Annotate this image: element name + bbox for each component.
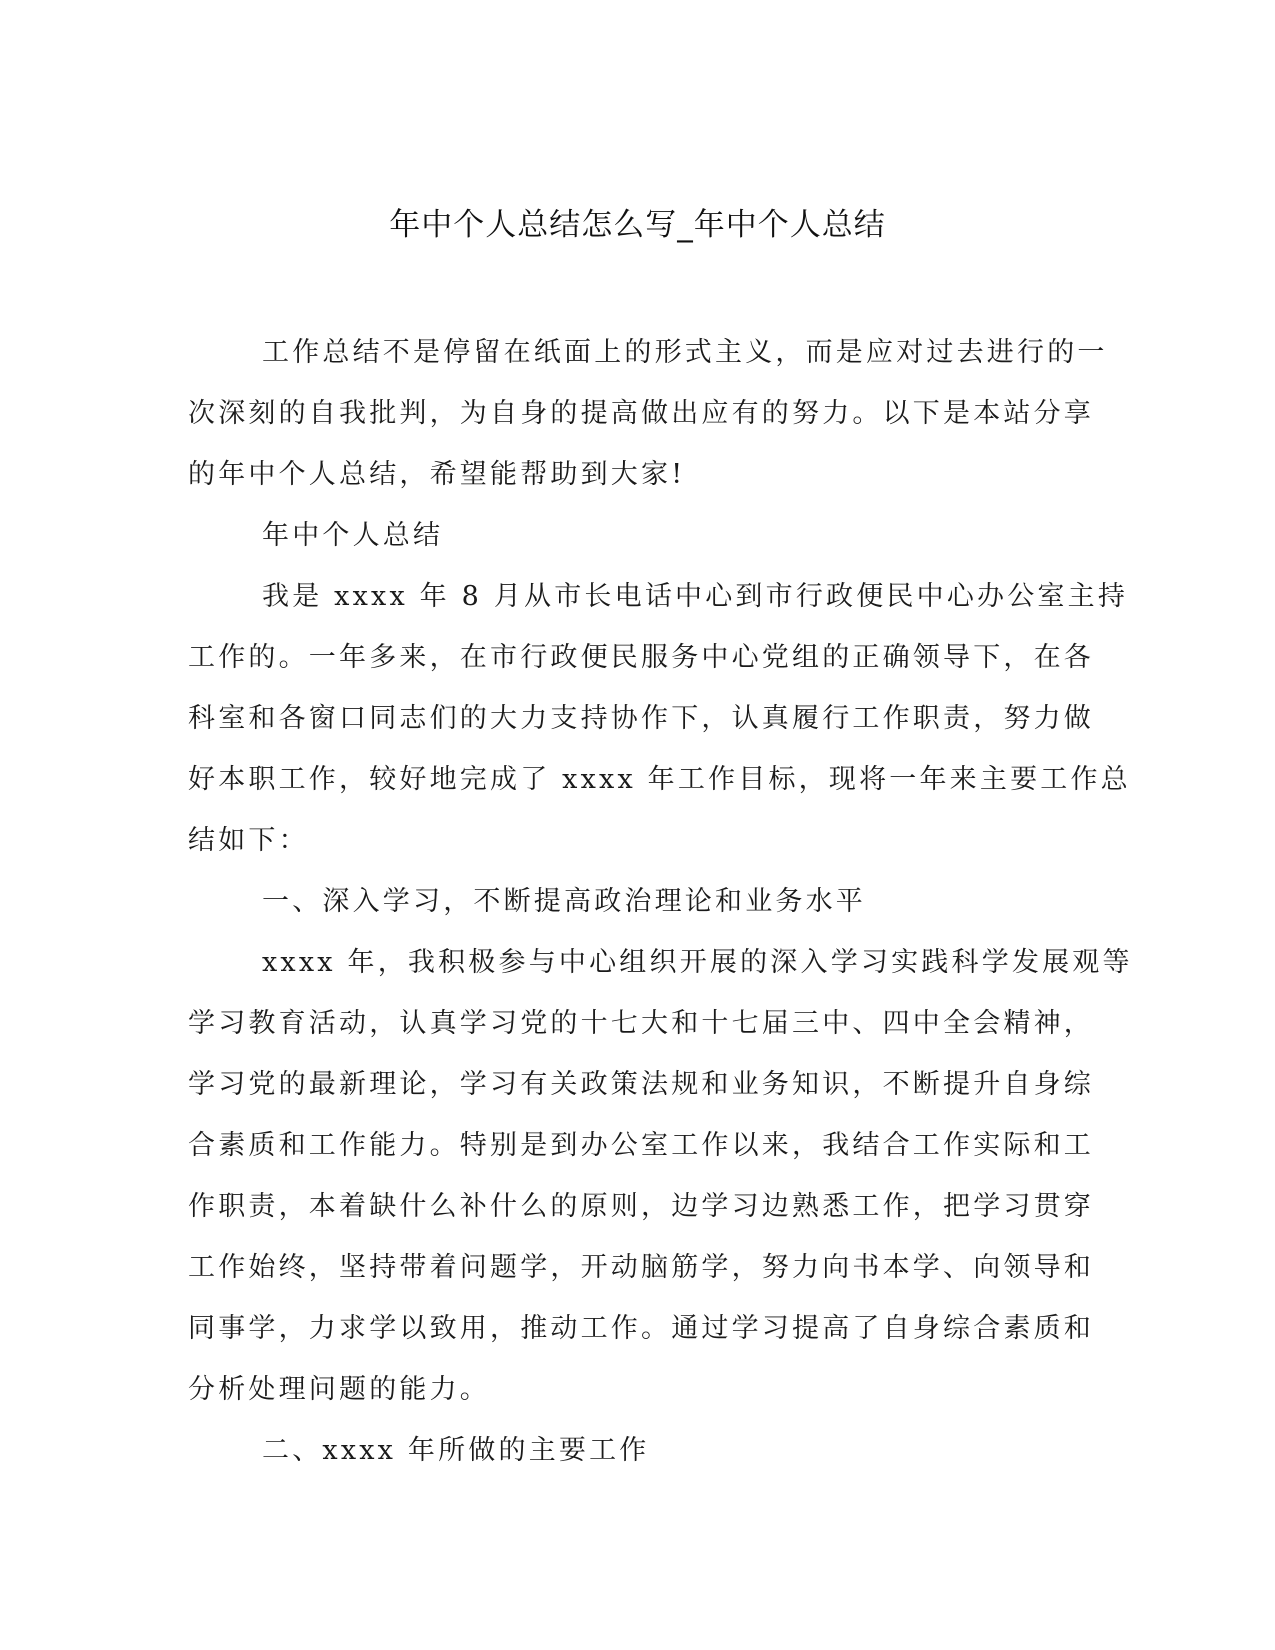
section-heading-2 <box>188 1420 1074 1481</box>
text-line: 分析处理问题的能力。 <box>188 1374 490 1405</box>
text-line: 二、xxxx 年所做的主要工作 <box>262 1435 650 1466</box>
text-line: 科室和各窗口同志们的大力支持协作下，认真履行工作职责，努力做 <box>188 703 1094 734</box>
text-line: 我是 xxxx 年 8 月从市长电话中心到市行政便民中心办公室主持 <box>262 581 1129 612</box>
text-line: 一、深入学习，不断提高政治理论和业务水平 <box>262 886 866 917</box>
section-heading <box>188 505 1074 566</box>
text-line: 工作总结不是停留在纸面上的形式主义，而是应对过去进行的一 <box>262 337 1108 368</box>
text-line: 次深刻的自我批判，为自身的提高做出应有的努力。以下是本站分享 <box>188 398 1094 429</box>
text-line: 同事学，力求学以致用，推动工作。通过学习提高了自身综合素质和 <box>188 1313 1094 1344</box>
text-line: 年中个人总结 <box>262 520 444 551</box>
text-line: 结如下： <box>188 825 309 856</box>
text-line: xxxx 年，我积极参与中心组织开展的深入学习实践科学发展观等 <box>262 947 1133 978</box>
text-line: 工作始终，坚持带着问题学，开动脑筋学，努力向书本学、向领导和 <box>188 1252 1094 1283</box>
paragraph-background <box>188 566 1131 871</box>
document-title: 年中个人总结怎么写_年中个人总结 <box>389 207 886 243</box>
text-line: 作职责，本着缺什么补什么的原则，边学习边熟悉工作，把学习贯穿 <box>188 1191 1094 1222</box>
section-heading-1 <box>188 871 1074 932</box>
text-line: 工作的。一年多来，在市行政便民服务中心党组的正确领导下，在各 <box>188 642 1094 673</box>
paragraph-intro <box>188 322 1108 505</box>
text-line: 的年中个人总结，希望能帮助到大家! <box>188 459 686 490</box>
document-body <box>188 322 1133 1481</box>
text-line: 合素质和工作能力。特别是到办公室工作以来，我结合工作实际和工 <box>188 1130 1094 1161</box>
text-line: 好本职工作，较好地完成了 xxxx 年工作目标，现将一年来主要工作总 <box>188 764 1131 795</box>
text-line: 学习教育活动，认真学习党的十七大和十七届三中、四中全会精神， <box>188 1008 1094 1039</box>
text-line: 学习党的最新理论，学习有关政策法规和业务知识，不断提升自身综 <box>188 1069 1094 1100</box>
paragraph-study <box>188 932 1133 1420</box>
